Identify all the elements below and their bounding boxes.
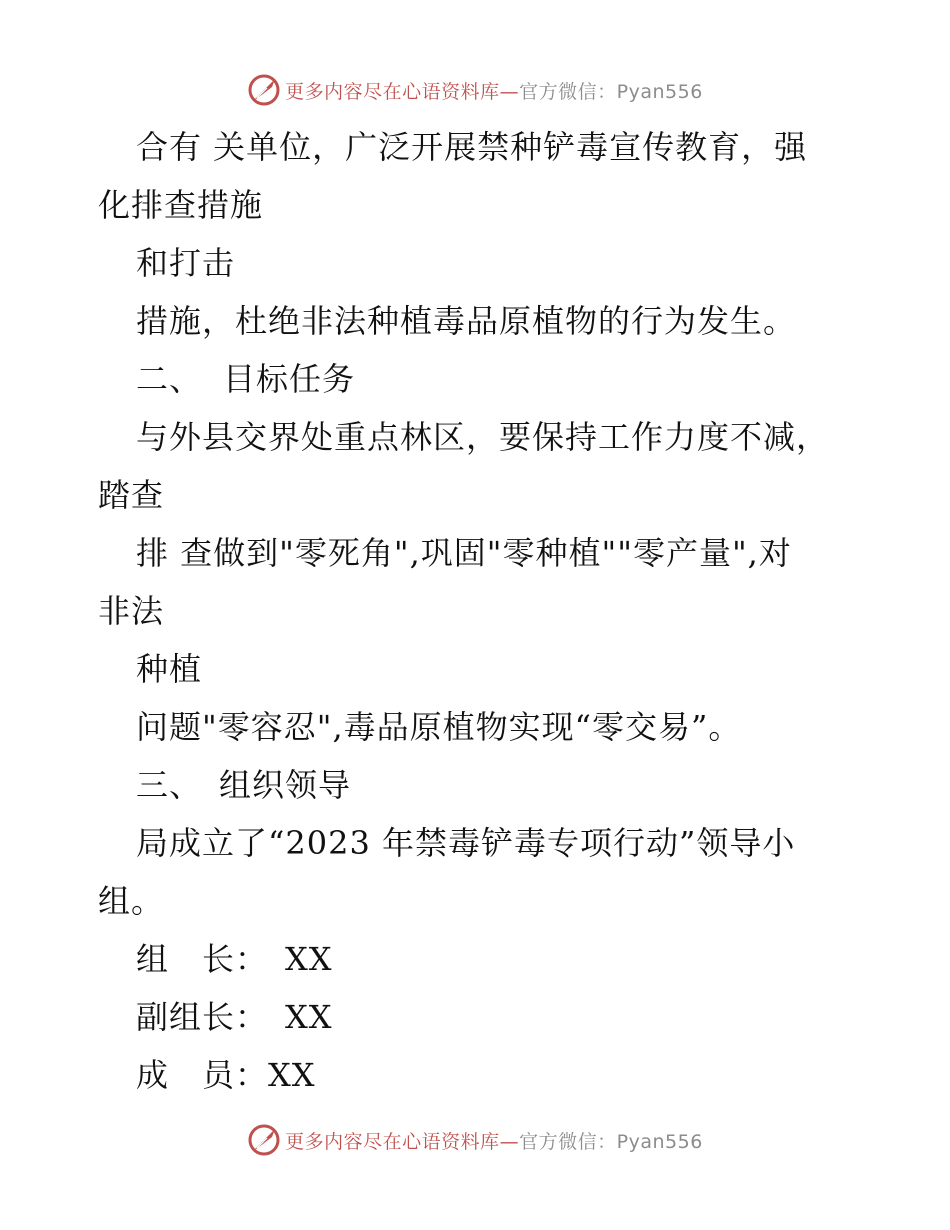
paragraph-line: 踏查 [98,476,165,514]
paragraph-line: 种植 [136,650,203,688]
quill-pen-logo-icon [247,73,281,107]
paragraph-line: 非法 [98,592,165,630]
paragraph-line: 局成立了“2023 年禁毒铲毒专项行动”领导小 [136,824,796,862]
section-heading [0,756,950,814]
section-title: 目标任务 [223,360,356,398]
banner-main-text: 更多内容尽在心语资料库— [285,1130,520,1153]
paragraph-line: 问题"零容忍",毒品原植物实现“零交易”。 [136,708,742,746]
banner-wechat-text: 官方微信：Pyan556 [519,1130,703,1153]
paragraph-line: 措施，杜绝非法种植毒品原植物的行为发生。 [136,302,797,340]
paragraph-line: 和打击 [136,244,236,282]
section-number: 二、 [136,360,203,398]
quill-pen-logo-icon [247,1123,281,1157]
paragraph-line: 合有 关单位，广泛开展禁种铲毒宣传教育，强 [136,128,808,166]
paragraph-line: 与外县交界处重点林区，要保持工作力度不减， [136,418,830,456]
paragraph-line: 化排查措施 [98,186,264,224]
paragraph-line: 排 查做到"零死角",巩固"零种植""零产量",对 [136,534,792,572]
section-heading [0,350,950,408]
footer-banner [0,1120,950,1160]
member-line: 副组长： XX [136,998,333,1036]
paragraph-line: 组。 [98,882,165,920]
section-title: 组织领导 [219,766,352,804]
document-body [0,118,950,1104]
header-banner [0,70,950,110]
banner-text [285,77,703,104]
banner-text [285,1127,703,1154]
member-line: 成 员：XX [136,1056,316,1094]
member-line: 组 长： XX [136,940,333,978]
banner-wechat-text: 官方微信：Pyan556 [519,80,703,103]
banner-main-text: 更多内容尽在心语资料库— [285,80,520,103]
section-number: 三、 [136,766,203,804]
